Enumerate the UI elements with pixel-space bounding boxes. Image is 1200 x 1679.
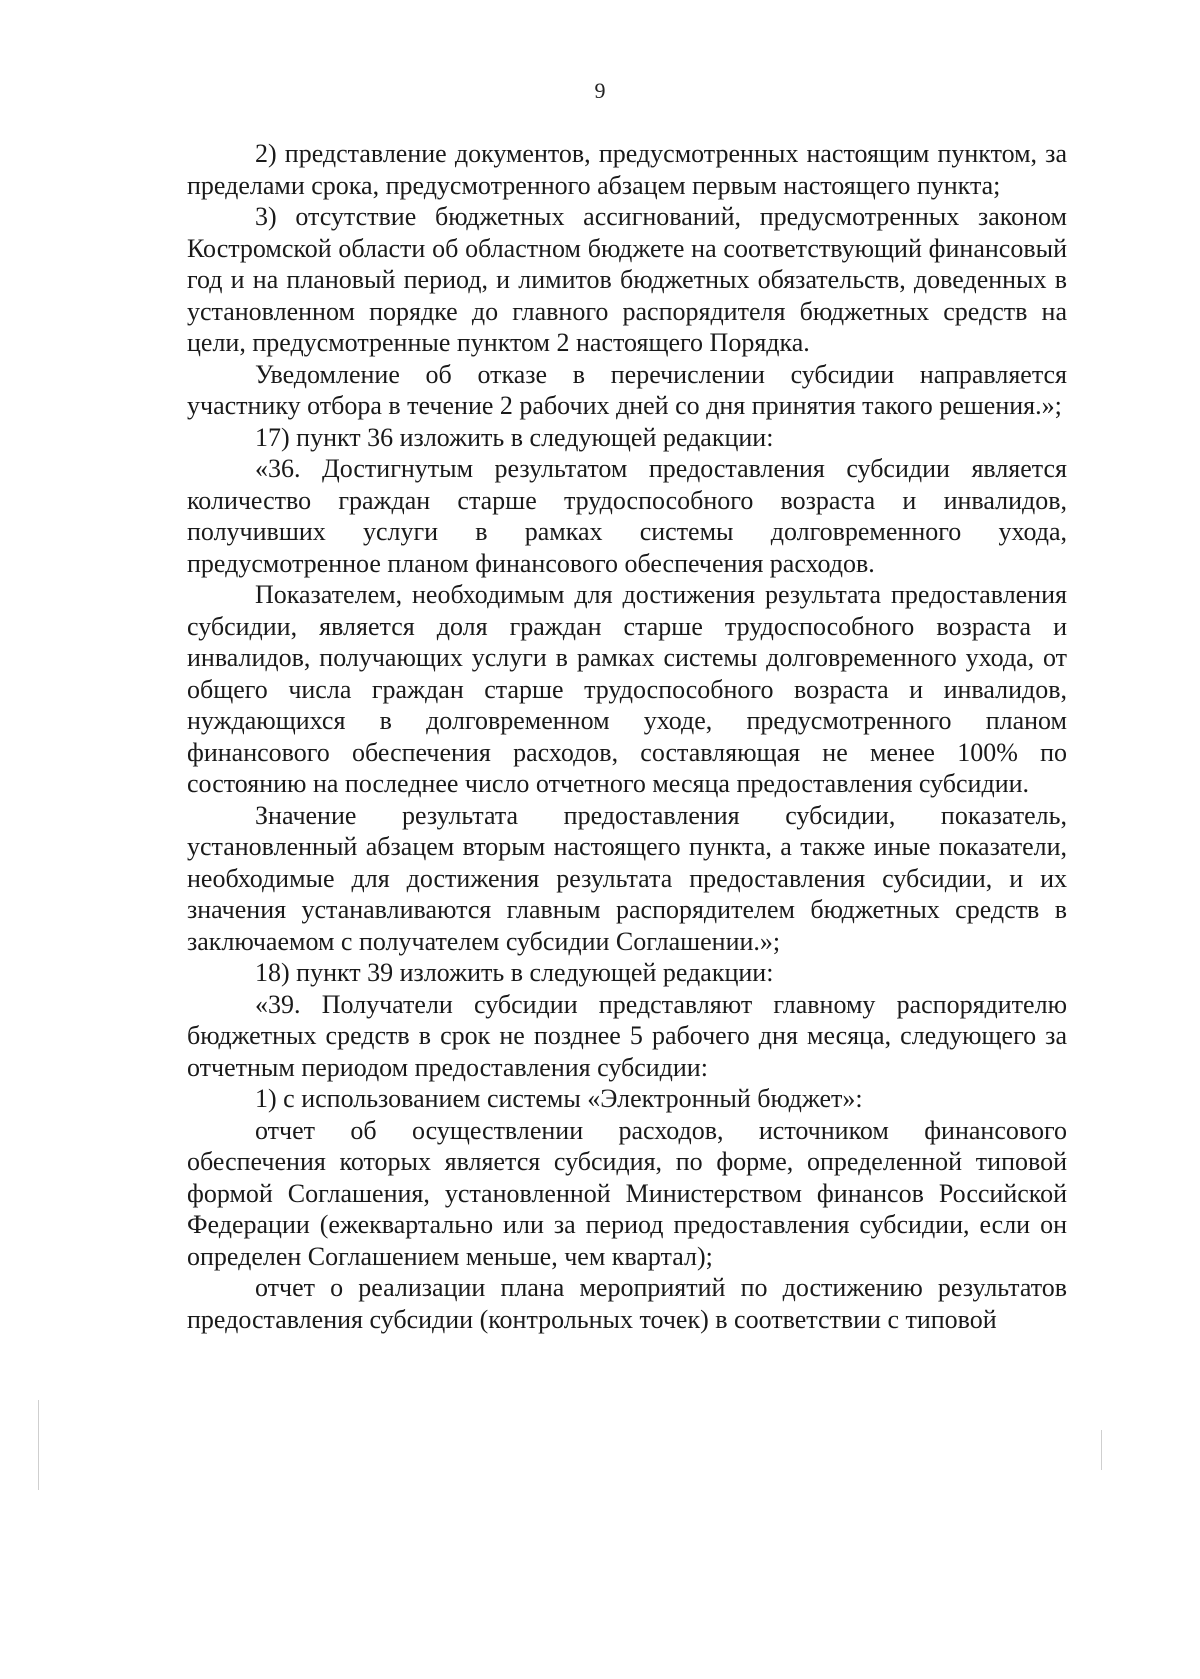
page-number: 9 [594,78,606,103]
paragraph-indicator: Показателем, необходимым для достижения результата предоставления субсидии, является доля граждан старше трудоспособного возраста и инвалидов, получающих услуги в рамках системы долговременного ухода, от общего числа граждан старше трудоспособного возраста и инвалидов, нуждающихся в долговременном уходе, предусмотренного планом финансового обеспечения расходов, составляющая не менее 100% по состоянию на последнее число отчетного месяца предоставления субсидии. [187,580,1067,798]
document-body [187,138,1067,1335]
scan-artifact-left [38,1400,39,1490]
paragraph-expense-report: отчет об осуществлении расходов, источником финансового обеспечения которых является субсидия, по форме, определенной типовой формой Соглашения, установленной Министерством финансов Российской Федерации (ежеквартально или за период предоставления субсидии, если он определен Соглашением меньше, чем квартал); [187,1115,1067,1271]
paragraph-clause-39: «39. Получатели субсидии представляют главному распорядителю бюджетных средств в срок не позднее 5 рабочего дня месяца, следующего за отчетным периодом предоставления субсидии: [187,989,1067,1082]
paragraph-item-3: 3) отсутствие бюджетных ассигнований, предусмотренных законом Костромской области об областном бюджете на соответствующий финансовый год и на плановый период, и лимитов бюджетных обязательств, доведенных в установленном порядке до главного распорядителя бюджетных средств на цели, предусмотренные пунктом 2 настоящего Порядка. [187,202,1067,357]
paragraph-item-18: 18) пункт 39 изложить в следующей редакции: [255,958,774,987]
paragraph-plan-report: отчет о реализации плана мероприятий по достижению результатов предоставления субсидии (контрольных точек) в соответствии с типовой [187,1273,1067,1334]
scan-artifact-right [1101,1430,1102,1470]
paragraph-result-value: Значение результата предоставления субсидии, показатель, установленный абзацем вторым настоящего пункта, а также иные показатели, необходимые для достижения результата предоставления субсидии, и их значения устанавливаются главным распорядителем бюджетных средств в заключаемом с получателем субсидии Соглашении.»; [187,800,1067,956]
paragraph-refusal-notice: Уведомление об отказе в перечислении субсидии направляется участнику отбора в течение 2 рабочих дней со дня принятия такого решения.»; [187,359,1067,420]
paragraph-clause-36: «36. Достигнутым результатом предоставления субсидии является количество граждан старше трудоспособного возраста и инвалидов, получивших услуги в рамках системы долговременного ухода, предусмотренное планом финансового обеспечения расходов. [187,454,1067,578]
paragraph-electronic-budget: 1) с использованием системы «Электронный бюджет»: [255,1084,863,1113]
paragraph-item-17: 17) пункт 36 изложить в следующей редакции: [255,422,774,452]
paragraph-item-2: 2) представление документов, предусмотренных настоящим пунктом, за пределами срока, предусмотренного абзацем первым настоящего пункта; [187,139,1067,200]
